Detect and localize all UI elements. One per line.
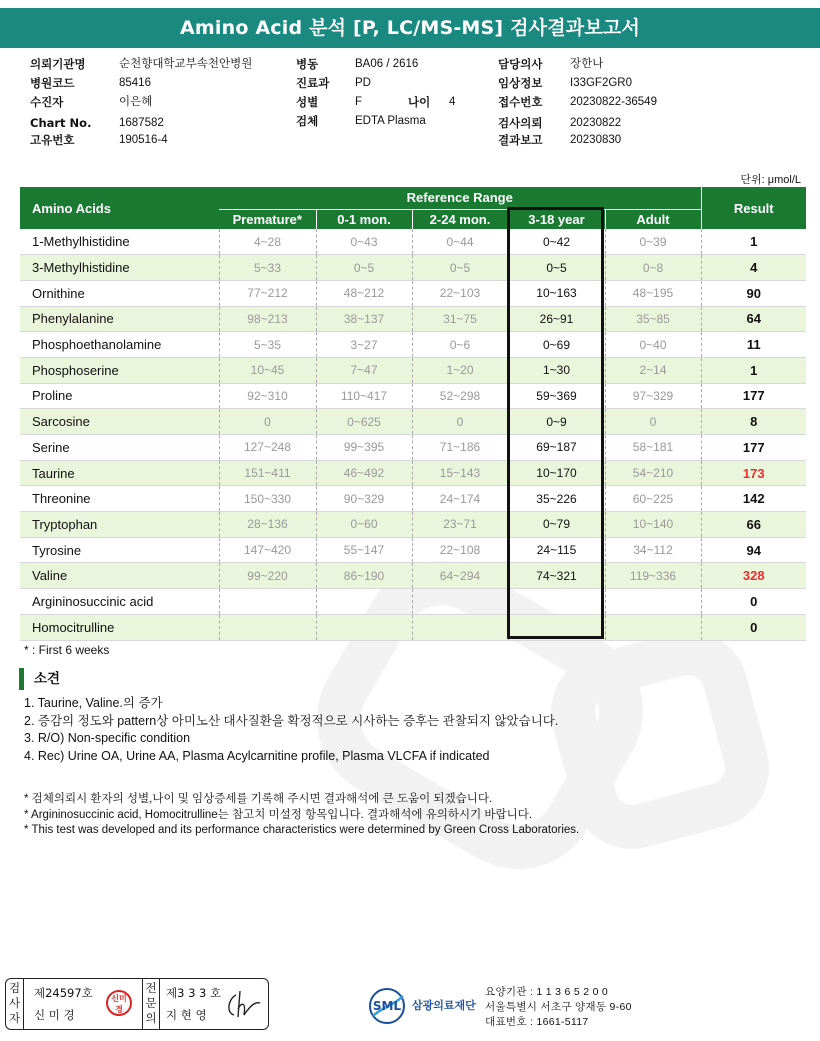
finding-item: 2. 증감의 정도와 pattern상 아미노산 대사질환을 확정적으로 시사하는 증후는 관찰되지 않았습니다. (24, 713, 559, 728)
specialist-label (142, 979, 160, 1029)
amino-acid-name: Taurine (20, 460, 219, 486)
amino-acid-name: Phosphoserine (20, 357, 219, 383)
reference-range-cell: 119~336 (605, 563, 701, 589)
lab-address-block (485, 985, 632, 1030)
reference-range-cell: 0~8 (605, 255, 701, 281)
reference-range-cell: 127~248 (219, 435, 316, 461)
result-value: 0 (701, 614, 806, 640)
reference-range-cell: 99~395 (316, 435, 412, 461)
result-value: 328 (701, 563, 806, 589)
table-row (20, 460, 806, 486)
reference-range-cell: 0~44 (412, 229, 508, 255)
reference-range-cell: 46~492 (316, 460, 412, 486)
doctor-value: 장한나 (570, 58, 604, 70)
table-row (20, 537, 806, 563)
reference-range-cell: 0~42 (508, 229, 605, 255)
lab-phone: 대표번호 : 1661-5117 (485, 1016, 589, 1028)
specialist-license: 제3 3 3 호 (166, 986, 222, 1000)
lab-code: 요양기관 : 1 1 3 6 5 2 0 0 (485, 986, 609, 998)
lab-address: 서울특별시 서초구 양재동 9-60 (485, 1001, 632, 1013)
reference-range-cell: 22~103 (412, 280, 508, 306)
result-value: 1 (701, 357, 806, 383)
result-value: 1 (701, 229, 806, 255)
reference-range-cell: 35~226 (508, 486, 605, 512)
col-header-3-18-year: 3-18 year (508, 209, 605, 229)
signature-box (5, 978, 269, 1030)
table-row (20, 357, 806, 383)
amino-acid-name: Homocitrulline (20, 614, 219, 640)
reference-range-cell: 55~147 (316, 537, 412, 563)
note-item: * 검체의뢰시 환자의 성별,나이 및 임상증세를 기록해 주시면 결과해석에 큰 도움이 되겠습니다. (24, 793, 493, 805)
reference-range-cell: 58~181 (605, 435, 701, 461)
request-date-value: 20230822 (570, 117, 622, 129)
col-header-2-24-mon: 2-24 mon. (412, 209, 508, 229)
reference-range-cell: 77~212 (219, 280, 316, 306)
table-row (20, 280, 806, 306)
examiner-label (6, 979, 24, 1029)
amino-acid-name: Phenylalanine (20, 306, 219, 332)
reference-range-cell: 0~9 (508, 409, 605, 435)
examiner-name: 신 미 경 (34, 1008, 75, 1022)
reference-range-cell (316, 589, 412, 615)
recipient-label: 수진자 (30, 95, 64, 109)
result-value: 90 (701, 280, 806, 306)
specimen-value: EDTA Plasma (355, 115, 426, 127)
result-value: 177 (701, 383, 806, 409)
table-row (20, 486, 806, 512)
chart-no-label: Chart No. (30, 116, 92, 130)
reference-range-cell: 150~330 (219, 486, 316, 512)
result-value: 64 (701, 306, 806, 332)
table-row (20, 409, 806, 435)
reference-range-cell: 92~310 (219, 383, 316, 409)
reference-range-cell: 0 (605, 409, 701, 435)
amino-acid-name: 3-Methylhistidine (20, 255, 219, 281)
unique-no-value: 190516-4 (119, 134, 168, 146)
reference-range-cell: 0~69 (508, 332, 605, 358)
col-header-result: Result (701, 187, 806, 229)
reference-range-cell (219, 614, 316, 640)
amino-acid-name: Valine (20, 563, 219, 589)
reference-range-cell: 151~411 (219, 460, 316, 486)
amino-acid-name: Threonine (20, 486, 219, 512)
reference-range-cell: 35~85 (605, 306, 701, 332)
receipt-no-label: 접수번호 (498, 95, 543, 109)
reference-range-cell: 4~28 (219, 229, 316, 255)
unit-label: 단위: μmol/L (740, 174, 801, 186)
reference-range-cell: 64~294 (412, 563, 508, 589)
reference-range-cell: 10~45 (219, 357, 316, 383)
result-value: 94 (701, 537, 806, 563)
reference-range-cell (316, 614, 412, 640)
request-date-label: 검사의뢰 (498, 116, 543, 130)
reference-range-cell: 71~186 (412, 435, 508, 461)
reference-range-cell: 98~213 (219, 306, 316, 332)
reference-range-cell: 15~143 (412, 460, 508, 486)
reference-range-cell: 110~417 (316, 383, 412, 409)
reference-range-cell: 97~329 (605, 383, 701, 409)
result-value: 8 (701, 409, 806, 435)
logo-text: SML (372, 999, 402, 1013)
reference-range-cell: 10~170 (508, 460, 605, 486)
reference-range-cell: 0~79 (508, 512, 605, 538)
reference-range-cell: 0~5 (316, 255, 412, 281)
amino-acid-name: Sarcosine (20, 409, 219, 435)
report-date-label: 결과보고 (498, 133, 543, 147)
reference-range-cell: 0~625 (316, 409, 412, 435)
table-row (20, 614, 806, 640)
examiner-stamp: 신미경 (106, 990, 132, 1016)
specimen-label: 검체 (296, 114, 319, 128)
amino-acid-name: Ornithine (20, 280, 219, 306)
hospital-code-label: 병원코드 (30, 76, 75, 90)
reference-range-cell: 0 (412, 409, 508, 435)
reference-range-cell: 34~112 (605, 537, 701, 563)
institution-value: 순천향대학교부속천안병원 (119, 58, 253, 70)
ward-label: 병동 (296, 57, 319, 71)
amino-acid-name: Argininosuccinic acid (20, 589, 219, 615)
specialist-label-text: 전문의 (145, 981, 157, 1025)
reference-range-cell (508, 614, 605, 640)
amino-acid-name: 1-Methylhistidine (20, 229, 219, 255)
amino-acid-table (20, 187, 806, 641)
finding-item: 4. Rec) Urine OA, Urine AA, Plasma Acylcarnitine profile, Plasma VLCFA if indicated (24, 748, 490, 763)
reference-range-cell: 31~75 (412, 306, 508, 332)
note-item: * This test was developed and its performance characteristics were determined by Green Cross Laboratories. (24, 824, 580, 836)
reference-range-cell: 60~225 (605, 486, 701, 512)
sml-logo (365, 986, 409, 1026)
finding-item: 3. R/O) Non-specific condition (24, 731, 191, 745)
col-header-reference-range: Reference Range (219, 187, 701, 209)
reference-range-cell: 3~27 (316, 332, 412, 358)
reference-range-cell: 26~91 (508, 306, 605, 332)
amino-acid-name: Phosphoethanolamine (20, 332, 219, 358)
reference-range-cell: 90~329 (316, 486, 412, 512)
reference-range-cell: 7~47 (316, 357, 412, 383)
examiner-label-text: 검사자 (8, 981, 21, 1025)
reference-range-cell: 23~71 (412, 512, 508, 538)
clinical-label: 임상정보 (498, 76, 543, 90)
handwritten-signature (224, 989, 264, 1021)
reference-range-cell: 99~220 (219, 563, 316, 589)
reference-range-cell: 1~30 (508, 357, 605, 383)
reference-range-cell: 0~5 (412, 255, 508, 281)
col-header-premature: Premature* (219, 209, 316, 229)
reference-range-cell: 1~20 (412, 357, 508, 383)
reference-range-cell: 10~163 (508, 280, 605, 306)
reference-range-cell: 86~190 (316, 563, 412, 589)
reference-range-cell: 147~420 (219, 537, 316, 563)
reference-range-cell: 38~137 (316, 306, 412, 332)
patient-info (0, 0, 820, 160)
age-value: 4 (449, 96, 456, 108)
recipient-value: 이은혜 (119, 96, 153, 108)
findings-list (24, 695, 558, 765)
reference-range-cell: 48~212 (316, 280, 412, 306)
table-footnote: * : First 6 weeks (24, 643, 110, 657)
reference-range-cell: 59~369 (508, 383, 605, 409)
col-header-0-1-mon: 0-1 mon. (316, 209, 412, 229)
reference-range-cell: 24~174 (412, 486, 508, 512)
reference-range-cell: 74~321 (508, 563, 605, 589)
reference-range-cell (605, 589, 701, 615)
reference-range-cell: 24~115 (508, 537, 605, 563)
table-row (20, 563, 806, 589)
table-row (20, 255, 806, 281)
sex-value: F (355, 96, 363, 108)
col-header-amino-acids: Amino Acids (20, 187, 219, 229)
result-value: 66 (701, 512, 806, 538)
department-label: 진료과 (296, 76, 330, 90)
lab-name: 삼광의료재단 (412, 999, 476, 1012)
receipt-no-value: 20230822-36549 (570, 96, 657, 108)
result-value: 0 (701, 589, 806, 615)
reference-range-cell: 22~108 (412, 537, 508, 563)
reference-range-cell: 0~39 (605, 229, 701, 255)
result-value: 177 (701, 435, 806, 461)
reference-range-cell (412, 589, 508, 615)
reference-range-cell: 0~5 (508, 255, 605, 281)
reference-range-cell: 0~6 (412, 332, 508, 358)
table-row (20, 306, 806, 332)
finding-item: 1. Taurine, Valine.의 증가 (24, 696, 163, 710)
reference-range-cell: 52~298 (412, 383, 508, 409)
reference-range-cell: 5~33 (219, 255, 316, 281)
reference-range-cell (219, 589, 316, 615)
reference-range-cell: 2~14 (605, 357, 701, 383)
table-row (20, 435, 806, 461)
reference-range-cell: 0~43 (316, 229, 412, 255)
result-value: 142 (701, 486, 806, 512)
unique-no-label: 고유번호 (30, 133, 75, 147)
reference-range-cell: 10~140 (605, 512, 701, 538)
amino-acid-name: Tryptophan (20, 512, 219, 538)
table-row (20, 229, 806, 255)
ward-value: BA06 / 2616 (355, 58, 419, 70)
report-date-value: 20230830 (570, 134, 622, 146)
examiner-license: 제24597호 (34, 986, 93, 1000)
reference-range-cell (508, 589, 605, 615)
table-row (20, 332, 806, 358)
col-header-adult: Adult (605, 209, 701, 229)
institution-label: 의뢰기관명 (30, 57, 86, 71)
reference-range-cell: 0~60 (316, 512, 412, 538)
hospital-code-value: 85416 (119, 77, 151, 89)
note-item: * Argininosuccinic acid, Homocitrulline는 참고치 미설정 항목입니다. 결과해석에 유의하시기 바랍니다. (24, 808, 533, 821)
table-row (20, 383, 806, 409)
reference-range-cell: 5~35 (219, 332, 316, 358)
amino-acid-name: Proline (20, 383, 219, 409)
specialist-name: 지 현 영 (166, 1008, 207, 1022)
result-value: 173 (701, 460, 806, 486)
clinical-value: I33GF2GR0 (570, 77, 632, 89)
reference-range-cell: 69~187 (508, 435, 605, 461)
report-title: Amino Acid 분석 [P, LC/MS-MS] 검사결과보고서 (0, 8, 820, 48)
amino-acid-name: Tyrosine (20, 537, 219, 563)
department-value: PD (355, 77, 371, 89)
reference-range-cell: 48~195 (605, 280, 701, 306)
sex-label: 성별 (296, 95, 319, 109)
findings-title: 소견 (19, 668, 60, 690)
reference-range-cell: 28~136 (219, 512, 316, 538)
age-label: 나이 (408, 95, 431, 109)
reference-range-cell: 0 (219, 409, 316, 435)
result-value: 11 (701, 332, 806, 358)
amino-acid-name: Serine (20, 435, 219, 461)
reference-range-cell: 54~210 (605, 460, 701, 486)
result-value: 4 (701, 255, 806, 281)
table-row (20, 589, 806, 615)
notes-list (24, 792, 579, 839)
reference-range-cell (412, 614, 508, 640)
reference-range-cell: 0~40 (605, 332, 701, 358)
chart-no-value: 1687582 (119, 117, 164, 129)
amino-acid-rows (20, 229, 806, 640)
doctor-label: 담당의사 (498, 57, 543, 71)
reference-range-cell (605, 614, 701, 640)
table-row (20, 512, 806, 538)
